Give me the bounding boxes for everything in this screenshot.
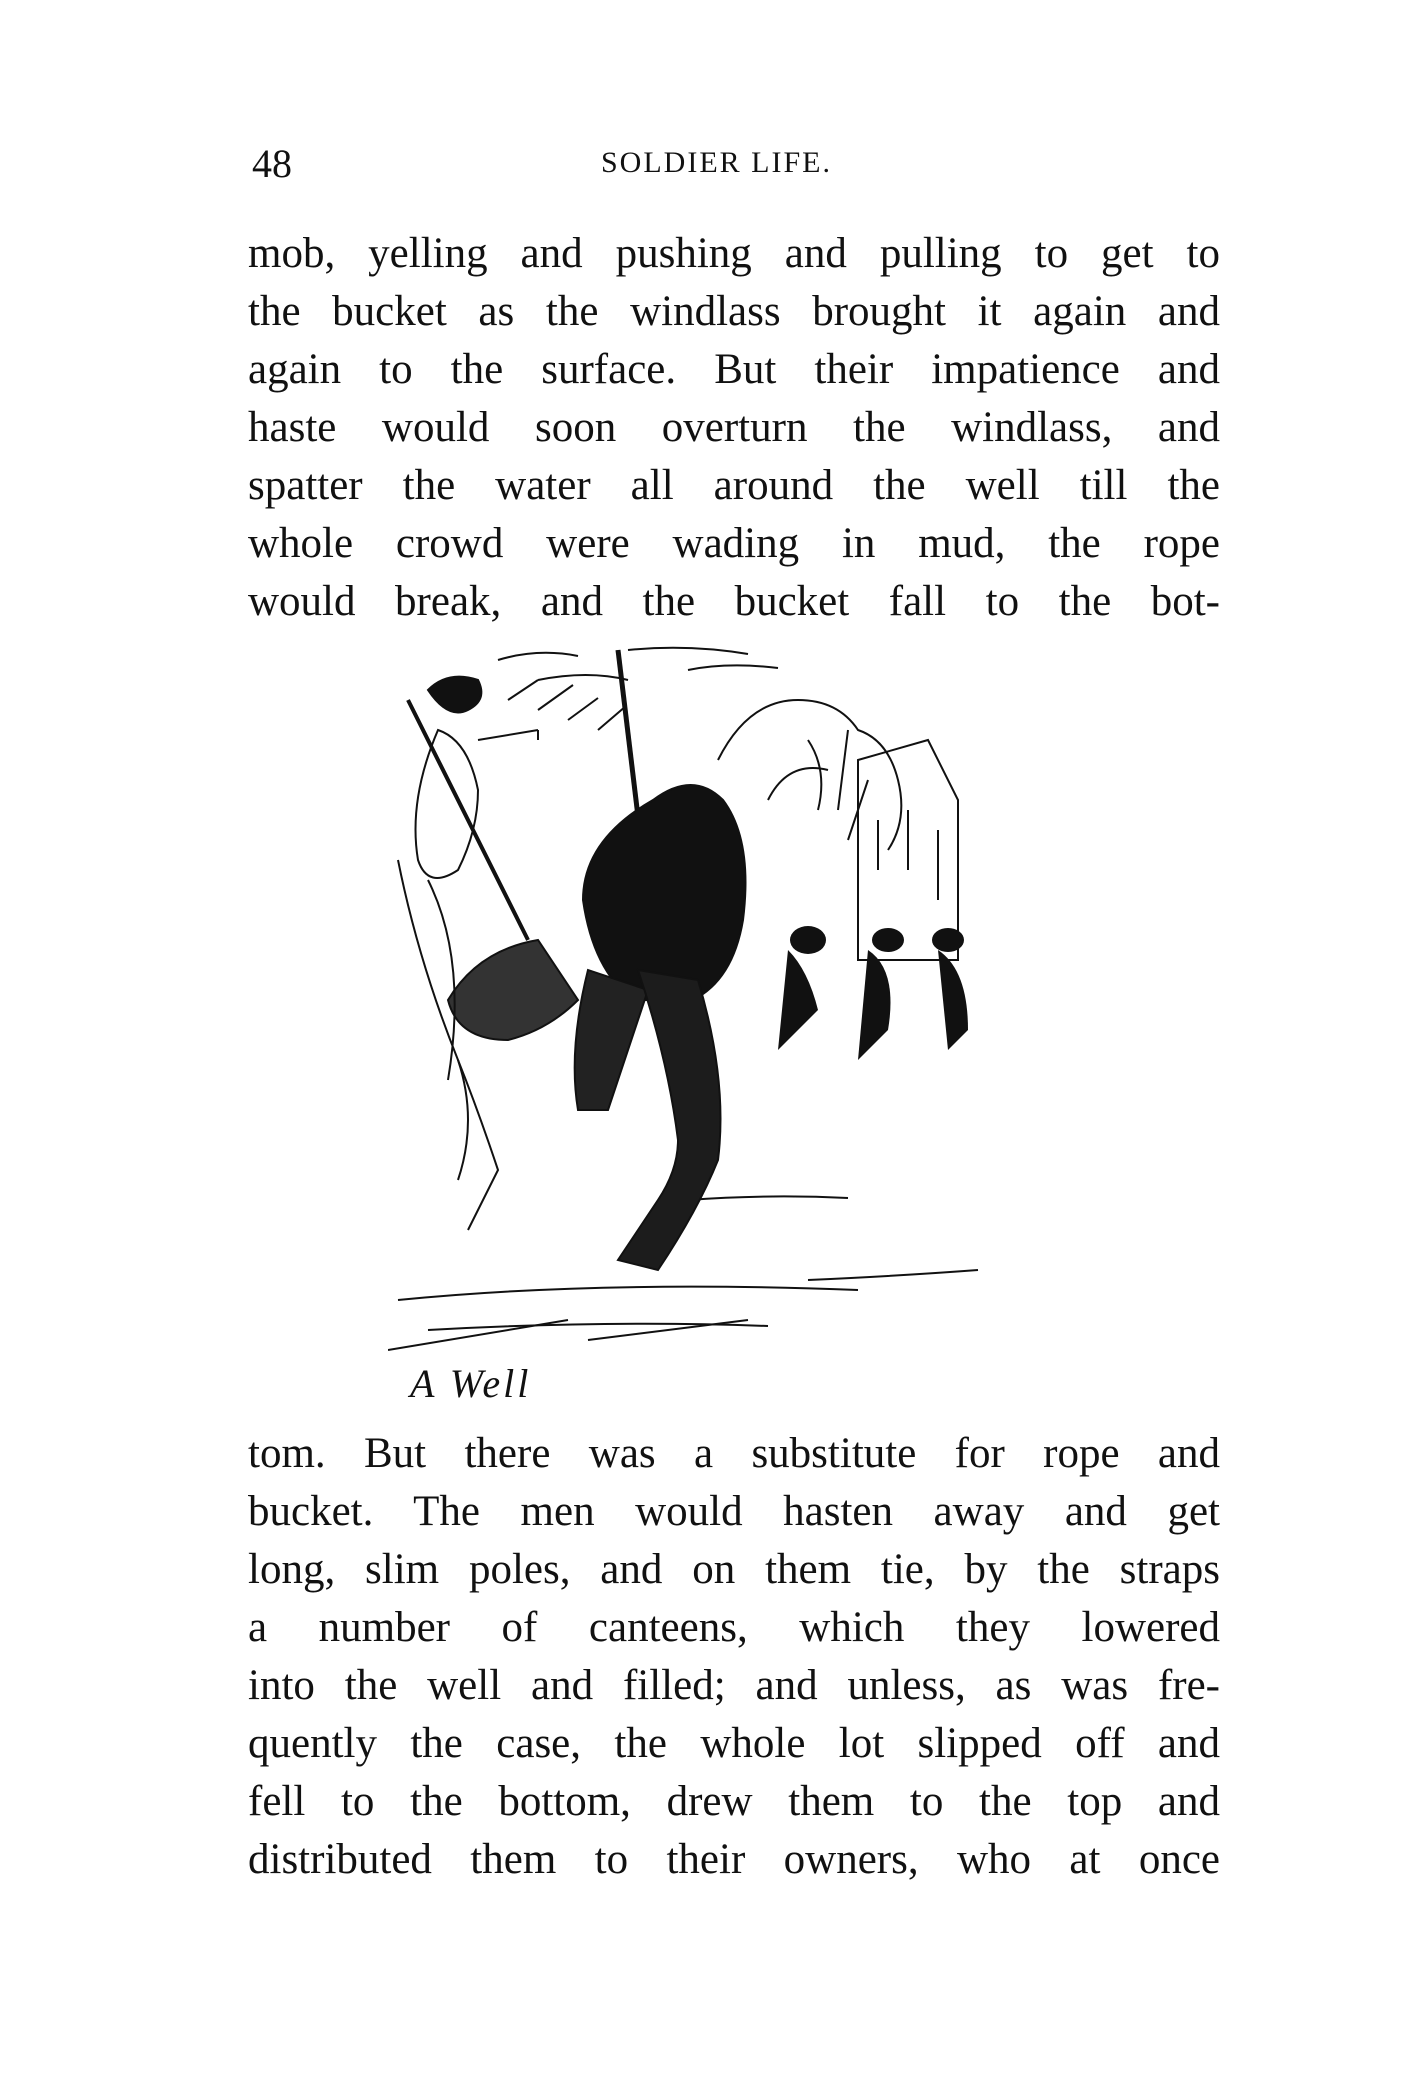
page-header [0,140,1413,190]
text-line: bucket. The men would hasten away and get [248,1488,1220,1535]
text-line: whole crowd were wading in mud, the rope [248,520,1220,567]
text-line: tom. But there was a substitute for rope and [248,1430,1220,1477]
text-line: again to the surface. But their impatience and [248,346,1220,393]
running-head: SOLDIER LIFE. [601,146,832,179]
text-line: mob, yelling and pushing and pulling to get to [248,230,1220,277]
paragraph-top [248,225,1220,631]
text-line: the bucket as the windlass brought it again and [248,288,1220,335]
text-line: a number of canteens, which they lowered [248,1604,1220,1651]
text-line: quently the case, the whole lot slipped off and [248,1720,1220,1767]
text-line: long, slim poles, and on them tie, by the straps [248,1546,1220,1593]
text-line: spatter the water all around the well till the [248,462,1220,509]
text-line: into the well and filled; and unless, as was fre- [248,1662,1220,1709]
paragraph-bottom [248,1425,1220,1889]
text-line: fell to the bottom, drew them to the top and [248,1778,1220,1825]
text-line: would break, and the bucket fall to the bot- [248,578,1220,625]
page-number: 48 [252,141,292,186]
illustration-soldiers-at-well [388,640,1078,1360]
text-line: haste would soon overturn the windlass, and [248,404,1220,451]
figure-caption: A Well [410,1361,532,1406]
text-line: distributed them to their owners, who at once [248,1836,1220,1883]
